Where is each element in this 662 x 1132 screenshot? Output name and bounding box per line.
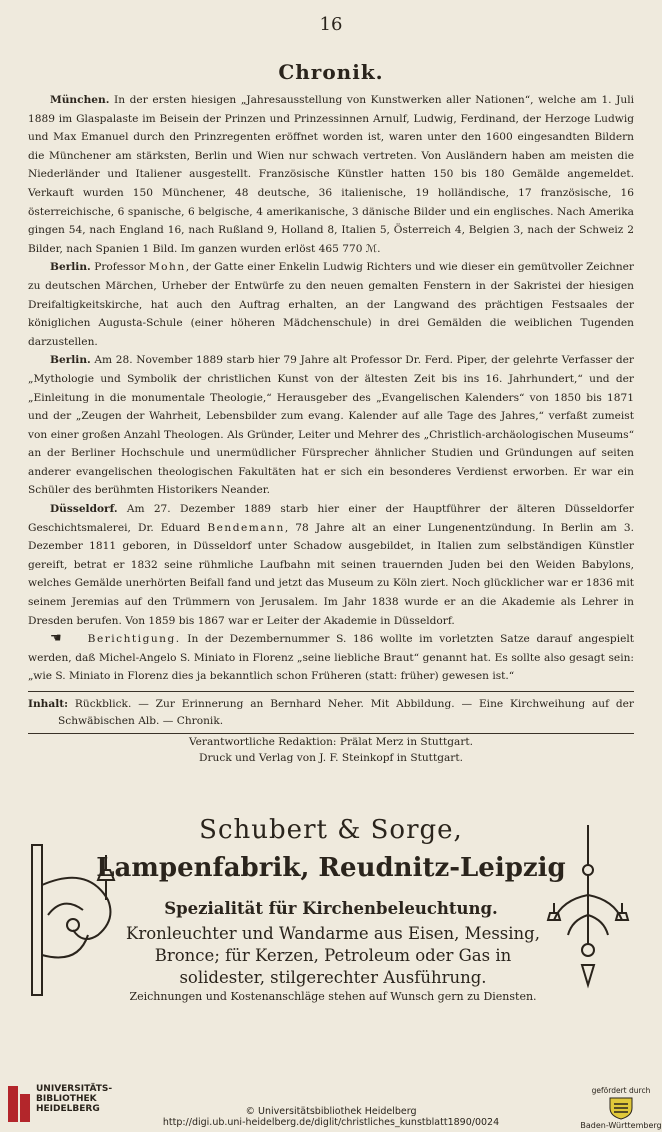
- article-duesseldorf: [28, 500, 634, 630]
- imprint-publisher: Druck und Verlag von J. F. Steinkopf in Stuttgart.: [199, 752, 463, 764]
- article-heading: München.: [50, 94, 110, 106]
- divider: [28, 691, 634, 692]
- imprint-editor: Verantwortliche Redaktion: Prälat Merz in Stuttgart.: [188, 736, 474, 748]
- article-berlin-mohn: [28, 258, 634, 351]
- sponsor-name: Baden-Württemberg: [580, 1121, 662, 1130]
- section-title: Chronik.: [278, 60, 384, 84]
- article-text: , der Gatte einer Enkelin Ludwig Richters und wie dieser ein gemütvoller Zeichner zu deutschen Märchen, Urheber der Entwürfe zu den neuen gemalten Fenstern in der Sakristei der hiesigen Dreifaltigkeitskirche, hat auch den Auftrag erhalten, an der Langwand des prächtigen Festsaales der königlichen Augusta-Schule (einer höheren Mädchenschule) in drei Gemälden die weiblichen Tugenden darzustellen.: [28, 261, 635, 348]
- person-name: Bendemann: [207, 521, 285, 534]
- coat-of-arms-icon: [608, 1096, 634, 1120]
- source-url[interactable]: http://digi.ub.uni-heidelberg.de/diglit/christliches_kunstblatt1890/0024: [162, 1117, 500, 1128]
- pointing-hand-icon: ☛: [50, 631, 62, 647]
- toc-label: Inhalt:: [28, 698, 69, 710]
- sponsor-label: gefördert durch: [591, 1086, 651, 1095]
- ad-body: Kronleuchter und Wandarme aus Eisen, Messing, Bronce; für Kerzen, Petroleum oder Gas in solidester, stilgerechter Ausführung.: [126, 924, 540, 987]
- article-heading: Düsseldorf.: [50, 503, 118, 516]
- article-muenchen: [28, 91, 634, 258]
- article-berichtigung: [28, 630, 634, 686]
- ad-note: Zeichnungen und Kostenanschläge stehen auf Wunsch gern zu Diensten.: [129, 990, 537, 1003]
- article-text: In der ersten hiesigen „Jahresausstellung von Kunstwerken aller Nationen“, welche am 1. Juli 1889 im Glaspalaste im Beisein der Prinzen und Prinzessinnen Arnulf, Ludwig, Ferdinand, der Herzoge Ludwig und Max Emanuel durch den Prinzregenten eröffnet worden ist, waren unter den 1600 eingesandten Bildern die Münchener am stärksten, Berlin und Wien nur schwach vertreten. Von Ausländern haben am meisten die Niederländer und Italiener ausgestellt. Französische Künstler hatten 150 bis 180 Gemälde angemeldet. Verkauft wurden 150 Münchener, 48 deutsche, 36 italienische, 19 holländische, 17 französische, 16 österreichische, 6 spanische, 6 belgische, 4 amerikanische, 3 dänische Bilder und ein englisches. Nach Amerika gingen 54, nach England 16, nach Rußland 9, Holland 8, Italien 5, Österreich 4, Belgien 3, nach der Schweiz 2 Bilder, nach Spanien 1 Bild. Im ganzen wurden erlöst 465 770 ℳ.: [28, 94, 634, 255]
- article-text-before: Professor: [90, 261, 149, 274]
- advertisement: [28, 815, 634, 1020]
- library-name: UNIVERSITÄTS- BIBLIOTHEK HEIDELBERG: [36, 1084, 113, 1114]
- person-name: Mohn: [148, 261, 186, 274]
- article-heading: Berichtigung.: [87, 633, 181, 646]
- imprint: [28, 734, 634, 766]
- ad-specialty: Spezialität für Kirchenbeleuchtung.: [164, 899, 498, 918]
- footer-credit: [0, 1106, 662, 1128]
- article-text: Am 28. November 1889 starb hier 79 Jahre alt Professor Dr. Ferd. Piper, der gelehrte Verfasser der „Mythologie und Symbolik der christlichen Kunst von der ältesten Zeit bis ins 16. Jahrhundert,“ und der „Einleitung in die monumentale Theologie,“ Herausgeber des „Evangelischen Kalenders“ von 1850 bis 1871 und der „Zeugen der Wahrheit, Lebensbilder zum evang. Kalender auf alle Tage des Jahres,“ verfaßt zumeist von einer großen Anzahl Theologen. Als Gründer, Leiter und Mehrer des „Christlich-archäologischen Museums“ an der Berliner Hochschule und unermüdlicher Fürsprecher ähnlicher Studien und Gründungen auf seiten anderer evangelischen theologischen Fakultäten hat er sich ein besonderes Verdienst erworben. Er war ein Schüler des berühmten Historikers Neander.: [28, 354, 634, 497]
- article-berlin-piper: [28, 351, 634, 500]
- ad-subtitle: Lampenfabrik, Reudnitz-Leipzig: [96, 853, 566, 883]
- article-text: In der Dezembernummer S. 186 wollte im vorletzten Satze darauf angespielt werden, daß Michel-Angelo S. Miniato in Florenz „seine liebliche Braut“ genannt hat. Es sollte also gesagt sein: „wie S. Miniato in Florenz dies ja bekanntlich schon Früheren (statt: früher) gewesen ist.“: [28, 633, 634, 683]
- toc-text: Rückblick. — Zur Erinnerung an Bernhard Neher. Mit Abbildung. — Eine Kirchweihung auf der Schwäbischen Alb. — Chronik.: [58, 698, 634, 727]
- article-text-before: Am 27. Dezember 1889 starb hier einer der Hauptführer der älteren Düsseldorfer Geschichtsmalerei, Dr. Eduard: [28, 503, 634, 534]
- table-of-contents: [28, 696, 634, 730]
- chronicle-content: [28, 91, 634, 766]
- page-number: 16: [319, 14, 343, 35]
- article-heading: Berlin.: [50, 354, 91, 367]
- article-heading: Berlin.: [50, 261, 91, 274]
- ad-title: Schubert & Sorge,: [199, 815, 463, 845]
- article-text: , 78 Jahre alt an einer Lungenentzündung. In Berlin am 3. Dezember 1811 geboren, in Düsseldorf unter Schadow ausgebildet, in Italien zum selbständigen Künstler gereift, betrat er 1832 seine rühmliche Laufbahn mit seinen trauernden Juden bei den Weiden Babylons, welches Gemälde unerhörten Beifall fand und jetzt das Museum zu Köln ziert. Noch glücklicher war er 1836 mit seinem Jeremias auf den Trümmern von Jerusalem. Im Jahr 1838 wurde er an die Akademie als Lehrer in Dresden berufen. Von 1859 bis 1867 war er Leiter der Akademie in Düsseldorf.: [28, 521, 634, 627]
- copyright-text: © Universitätsbibliothek Heidelberg: [245, 1106, 417, 1117]
